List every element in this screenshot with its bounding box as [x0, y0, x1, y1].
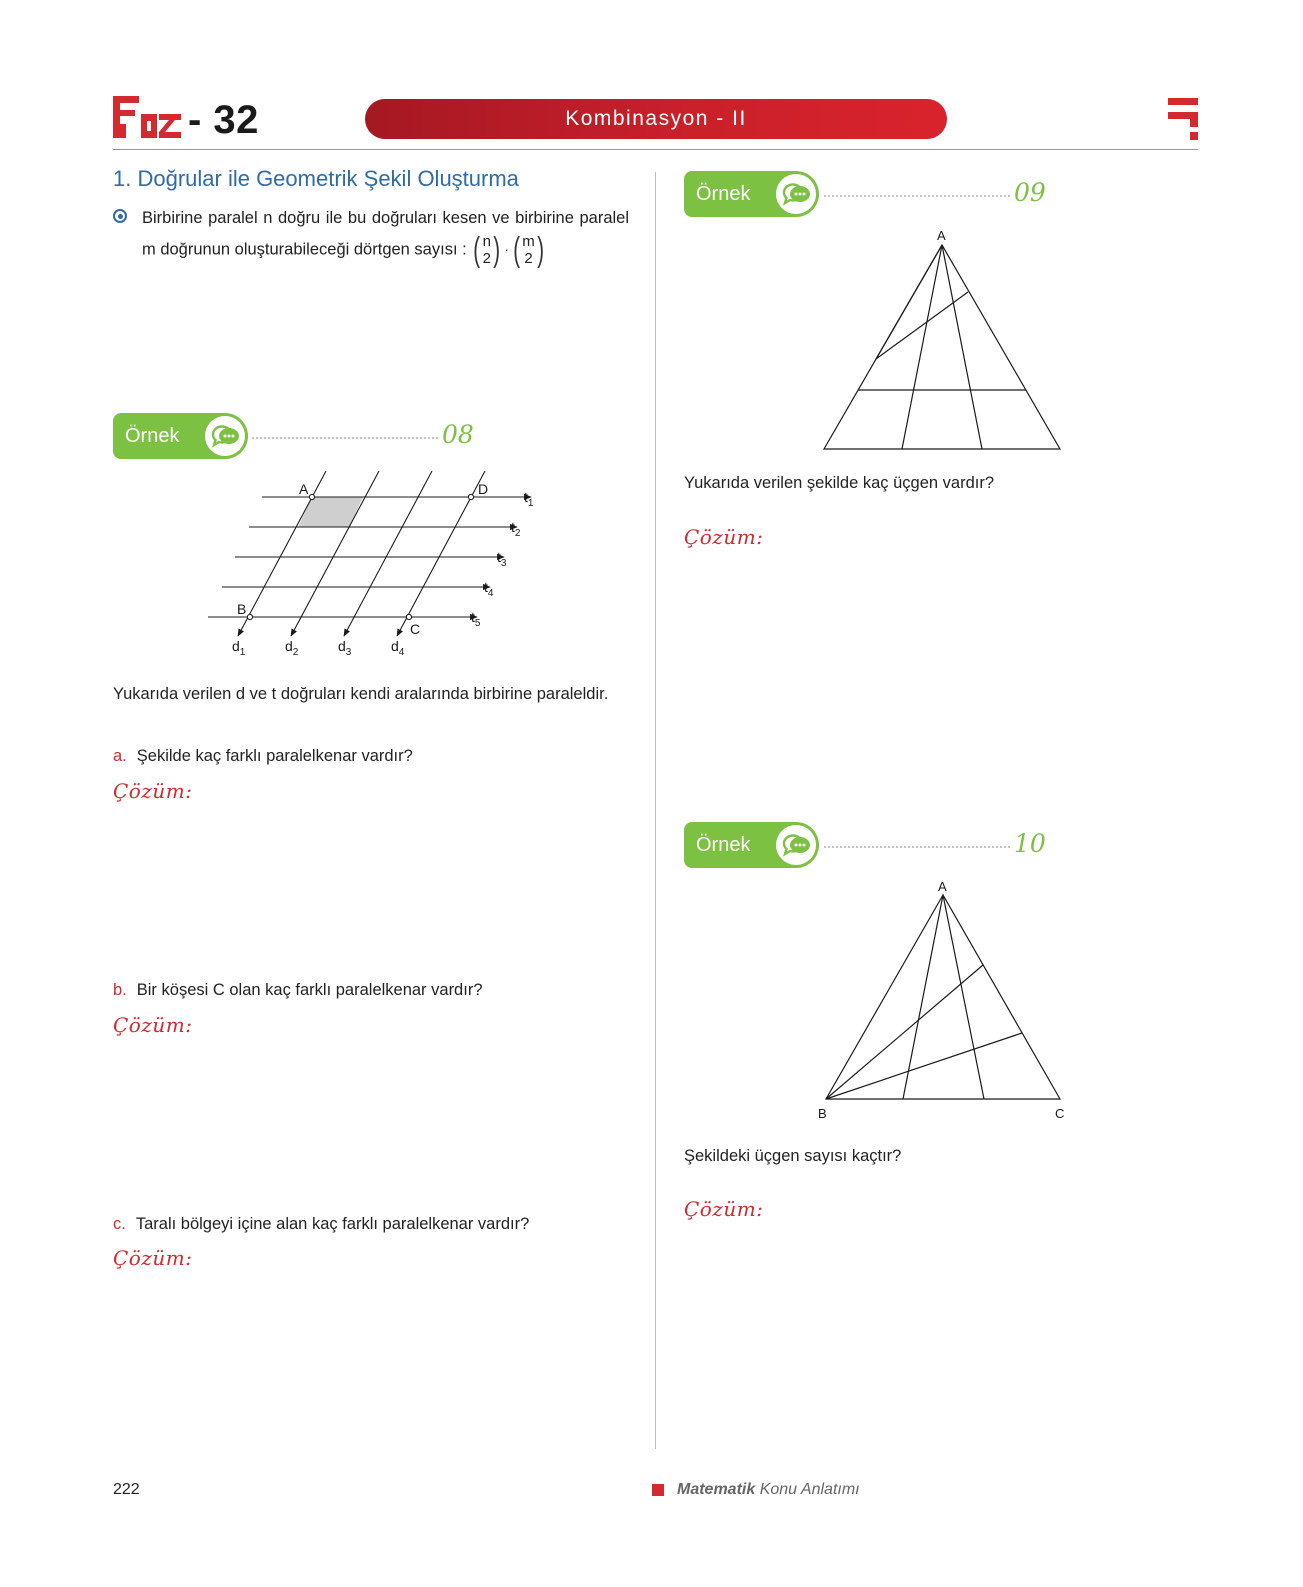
label-t3: $t_3$: [497, 549, 507, 569]
footer-book-title: [677, 1481, 860, 1499]
question-letter: b.: [113, 981, 127, 999]
column-divider: [655, 172, 656, 1449]
footer-subject: Matematik: [677, 1481, 756, 1498]
point-B: [247, 614, 252, 619]
binom1-bottom: 2: [482, 250, 491, 267]
cevian-2: [942, 245, 982, 449]
ornek-badge-09: [684, 171, 819, 217]
cevian-1: [902, 245, 942, 449]
cozum-label-b: Çözüm:: [113, 1013, 193, 1037]
rule-sentence: Birbirine paralel n doğru ile bu doğruları kesen ve birbirine paralel m doğrunun oluşturabileceği dörtgen sayısı :: [142, 209, 629, 259]
binom2-bottom: 2: [524, 250, 533, 267]
example08-intro: Yukarıda verilen d ve t doğruları kendi aralarında birbirine paraleldir.: [113, 685, 609, 703]
vertex-C: C: [1055, 1106, 1065, 1121]
vertex-A: A: [937, 228, 946, 243]
multiply-dot: ·: [504, 241, 509, 258]
ornek-label: Örnek: [696, 183, 751, 205]
point-C: [406, 614, 411, 619]
ornek-dotted-line: [824, 195, 1010, 197]
chapter-title-bar: [365, 99, 947, 139]
ornek-dotted-line: [824, 846, 1010, 848]
question-b: [113, 979, 483, 1002]
point-D: [468, 494, 473, 499]
cevian-B-2: [826, 1033, 1022, 1099]
label-t4: $t_4$: [484, 579, 494, 599]
label-d2: $d_2$: [285, 638, 299, 658]
label-t2: $t_2$: [511, 519, 521, 539]
chat-bubbles-icon: [205, 416, 245, 456]
cevian-A-1: [903, 895, 943, 1099]
rule-text: [142, 203, 629, 267]
ornek-label: Örnek: [125, 425, 180, 447]
label-A: A: [299, 481, 309, 497]
triangle-outline: [824, 245, 1060, 449]
triangle-figure-09: [810, 225, 1070, 455]
binomial-n-2: ( n 2 ): [473, 231, 501, 269]
cevian-3: [876, 245, 942, 359]
target-bullet-icon: [113, 209, 127, 223]
chapter-title: Kombinasyon - II: [565, 107, 747, 130]
binom2-top: m: [522, 233, 535, 250]
label-B: B: [237, 601, 247, 617]
binomial-m-2: ( m 2 ): [513, 231, 544, 269]
corner-logo-icon: [1168, 98, 1198, 140]
question-text: Bir köşesi C olan kaç farklı paralelkenar vardır?: [136, 981, 483, 999]
example09-question: Yukarıda verilen şekilde kaç üçgen vardır?: [684, 474, 995, 492]
triangle-figure-10: [810, 875, 1070, 1125]
vertex-A: A: [938, 879, 947, 894]
page-number: 222: [113, 1481, 140, 1498]
cevian-B-1: [826, 965, 983, 1099]
question-letter: a.: [113, 747, 127, 765]
faz-logo: [113, 96, 185, 138]
faz-number: - 32: [188, 98, 259, 142]
ornek-badge-08: [113, 413, 248, 459]
label-d4: $d_4$: [391, 638, 405, 658]
chat-bubbles-icon: [776, 174, 816, 214]
example-number-10: 10: [1014, 829, 1046, 858]
ornek-label: Örnek: [696, 834, 751, 856]
question-text: Taralı bölgeyi içine alan kaç farklı paralelkenar vardır?: [135, 1215, 530, 1233]
label-t1: $t_1$: [524, 489, 534, 509]
cozum-label-09: Çözüm:: [684, 525, 764, 549]
shaded-region: [298, 497, 363, 527]
footer-rest: Konu Anlatımı: [759, 1481, 860, 1498]
label-D: D: [478, 481, 489, 497]
cozum-label-10: Çözüm:: [684, 1197, 764, 1221]
example10-question: Şekildeki üçgen sayısı kaçtır?: [684, 1147, 902, 1165]
footer-square-icon: [652, 1484, 664, 1496]
example-number-09: 09: [1014, 178, 1046, 207]
binom1-top: n: [482, 233, 491, 250]
label-d3: $d_3$: [338, 638, 352, 658]
label-C: C: [410, 621, 421, 637]
question-c: [113, 1213, 529, 1236]
line-d3: [344, 471, 432, 636]
label-t5: $t_5$: [471, 609, 481, 629]
cevian-A-2: [943, 895, 984, 1099]
cozum-label-a: Çözüm:: [113, 779, 193, 803]
vertex-B: B: [818, 1106, 827, 1121]
section-title: 1. Doğrular ile Geometrik Şekil Oluşturma: [113, 166, 519, 191]
chat-bubbles-icon: [776, 825, 816, 865]
parallel-lines-figure: [200, 465, 540, 665]
question-a: [113, 745, 413, 768]
question-text: Şekilde kaç farklı paralelkenar vardır?: [136, 747, 413, 765]
question-letter: c.: [113, 1215, 126, 1233]
cozum-label-c: Çözüm:: [113, 1246, 193, 1270]
ornek-dotted-line: [252, 437, 438, 439]
header-divider: [113, 149, 1198, 150]
example-number-08: 08: [442, 420, 474, 449]
ornek-badge-10: [684, 822, 819, 868]
label-d1: $d_1$: [232, 638, 246, 658]
point-A: [309, 494, 314, 499]
